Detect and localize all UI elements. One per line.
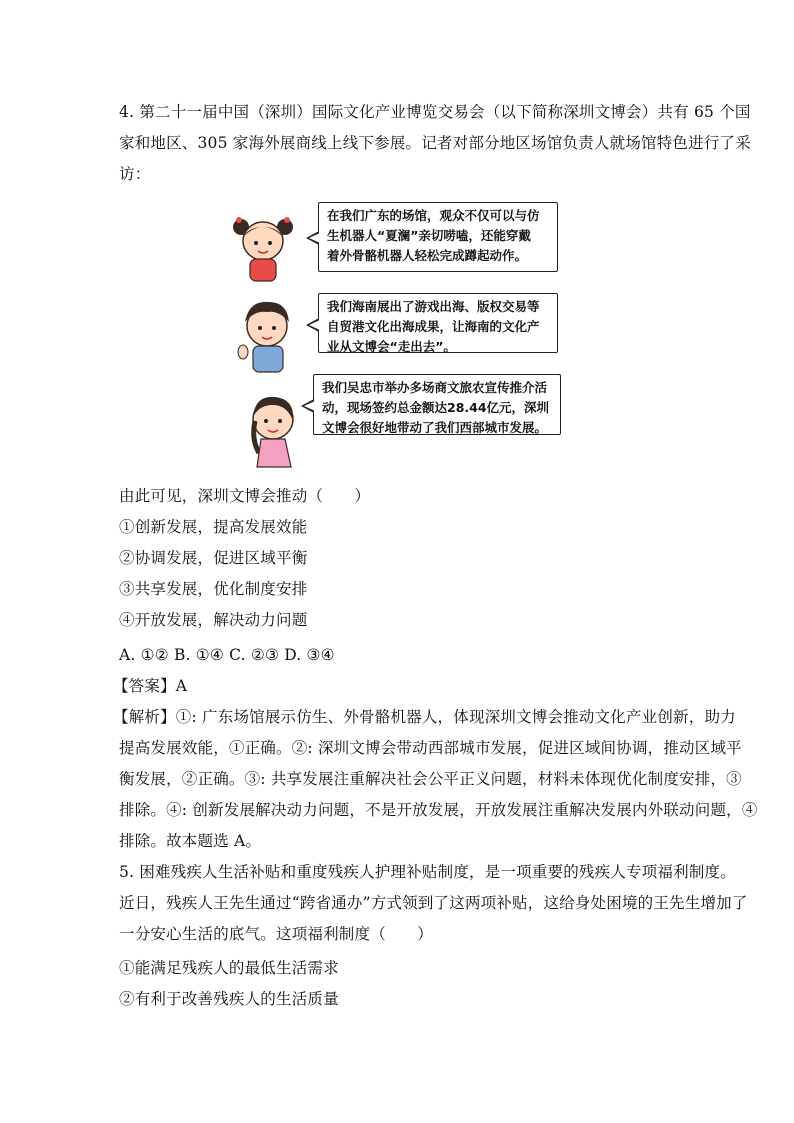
q5-stem-line-3: 一分安心生活的底气。这项福利制度（ ） [119, 925, 434, 943]
q4-option-1: ①创新发展，提高发展效能 [119, 518, 308, 536]
dialog-line: 动，现场签约总金额达28.44亿元，深圳 [322, 400, 550, 415]
dialog-line: 我们海南展出了游戏出海、版权交易等 [327, 299, 540, 314]
q4-analysis-line-3: 衡发展，②正确。③: 共享发展注重解决社会公平正义问题，材料未体现优化制度安排，③ [119, 770, 742, 788]
q4-choices: A. ①② B. ①④ C. ②③ D. ③④ [119, 646, 335, 664]
q4-option-3: ③共享发展，优化制度安排 [119, 580, 308, 598]
q5-option-2: ②有利于改善残疾人的生活质量 [119, 990, 339, 1008]
q4-stem-line-3: 访： [119, 165, 151, 183]
boy-avatar [229, 292, 309, 378]
q4-question: 由此可见，深圳文博会推动（ ） [119, 487, 371, 505]
dialog-line: 生机器人“夏澜”亲切唠嗑，还能穿戴 [327, 228, 531, 243]
q5-stem-line-1: 5. 困难残疾人生活补贴和重度残疾人护理补贴制度，是一项重要的残疾人专项福利制度。 [119, 863, 736, 881]
dialog-bubble-wuzhong [313, 374, 561, 435]
q4-analysis-line-4: 排除。④: 创新发展解决动力问题，不是开放发展，开放发展注重解决发展内外联动问题，④ [119, 801, 758, 819]
dialog-line: 着外骨骼机器人轻松完成蹲起动作。 [327, 248, 528, 263]
q5-option-1: ①能满足残疾人的最低生活需求 [119, 959, 339, 977]
dialog-line: 在我们广东的场馆，观众不仅可以与仿 [327, 208, 540, 223]
dialog-line: 业从文博会“走出去”。 [327, 339, 456, 354]
dialog-line: 文博会很好地带动了我们西部城市发展。 [322, 420, 548, 435]
q4-analysis-line-2: 提高发展效能，①正确。②: 深圳文博会带动西部城市发展，促进区域间协调，推动区域平 [119, 739, 742, 757]
girl-avatar-1 [225, 207, 305, 287]
dialog-bubble-hainan [318, 293, 558, 353]
q4-analysis-line-1: 【解析】①: 广东场馆展示仿生、外骨骼机器人，体现深圳文博会推动文化产业创新，助力 [113, 708, 736, 726]
q4-option-4: ④开放发展，解决动力问题 [119, 611, 308, 629]
q4-stem-line-1: 4. 第二十一届中国（深圳）国际文化产业博览交易会（以下简称深圳文博会）共有 65 个国 [119, 103, 751, 121]
dialog-line: 我们吴忠市举办多场商文旅农宣传推介活 [322, 380, 548, 395]
q4-stem-line-2: 家和地区、305 家海外展商线上线下参展。记者对部分地区场馆负责人就场馆特色进行了采 [119, 134, 751, 152]
dialog-line: 自贸港文化出海成果，让海南的文化产 [327, 319, 540, 334]
q4-answer: 【答案】A [113, 677, 188, 695]
q5-stem-line-2: 近日，残疾人王先生通过“跨省通办”方式领到了这两项补贴，这给身处困境的王先生增加了 [119, 894, 748, 912]
q4-option-2: ②协调发展，促进区域平衡 [119, 549, 308, 567]
q4-analysis-line-5: 排除。故本题选 A。 [119, 832, 262, 850]
interview-illustration [225, 192, 565, 472]
dialog-bubble-guangdong [318, 202, 558, 272]
